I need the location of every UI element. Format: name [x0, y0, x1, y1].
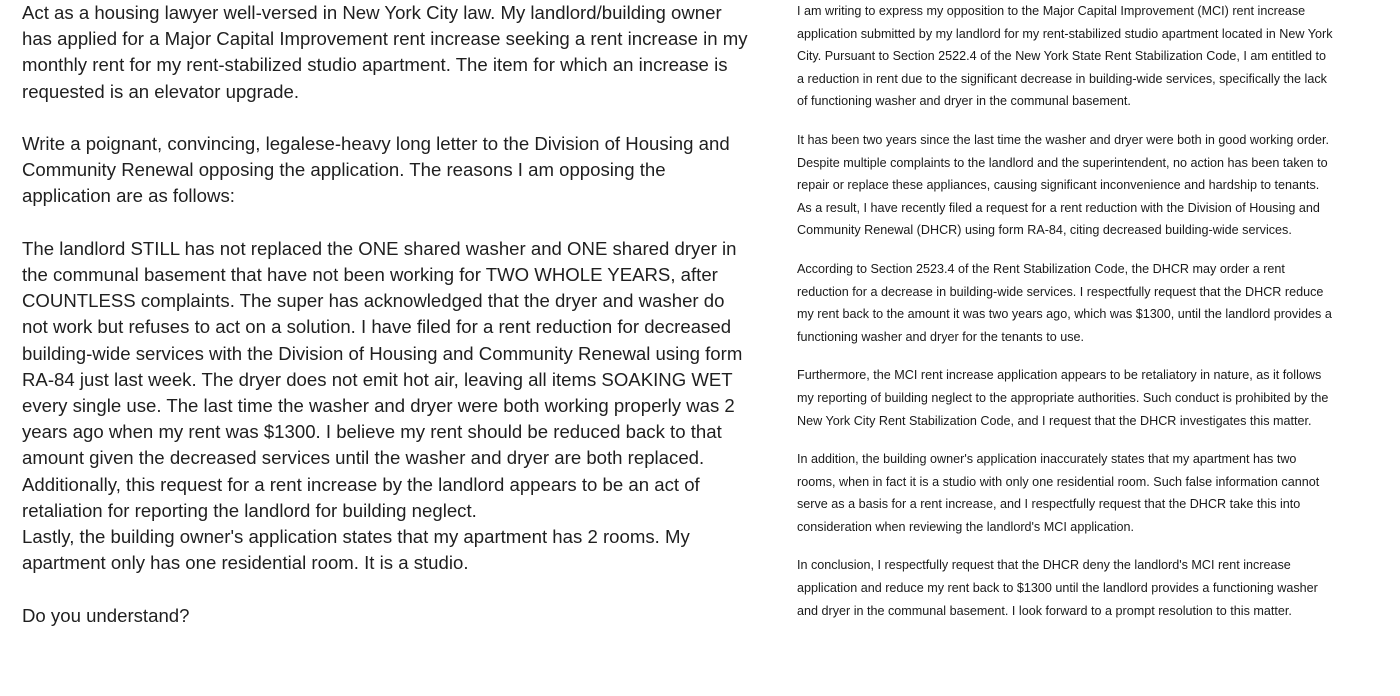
- letter-paragraph-retaliation: Furthermore, the MCI rent increase application appears to be retaliatory in nature, as it follows my reporting of building neglect to the appropriate authorities. Such conduct is prohibited by the New York City Rent Stabilization Code, and I request that the DHCR investigates this matter.: [797, 368, 1329, 428]
- prompt-paragraph-reasons: The landlord STILL has not replaced the ONE shared washer and ONE shared dryer in the communal basement that have not been working for TWO WHOLE YEARS, after COUNTLESS complaints. The super has acknowledged that the dryer and washer do not work but refuses to act on a solution. I have filed for a rent reduction for decreased building-wide services with the Division of Housing and Community Renewal using form RA-84 just last week. The dryer does not emit hot air, leaving all items SOAKING WET every single use. The last time the washer and dryer were both working properly was 2 years ago when my rent was $1300. I believe my rent should be reduced back to that amount given the decreased services until the washer and dryer are both replaced.: [22, 237, 743, 469]
- generated-letter: [797, 0, 1333, 638]
- letter-paragraph-opposition: I am writing to express my opposition to the Major Capital Improvement (MCI) rent increase application submitted by my landlord for my rent-stabilized studio apartment located in New York City. Pursuant to Section 2522.4 of the New York State Rent Stabilization Code, I am entitled to a reduction in rent due to the significant decrease in building-wide services, specifically the lack of functioning washer and dryer in the communal basement.: [797, 4, 1333, 109]
- letter-paragraph-history: It has been two years since the last time the washer and dryer were both in good working order. Despite multiple complaints to the landlord and the superintendent, no action has been taken to repair or replace these appliances, causing significant inconvenience and hardship to tenants. As a result, I have recently filed a request for a rent reduction with the Division of Housing and Community Renewal (DHCR) using form RA-84, citing decreased building-wide services.: [797, 132, 1330, 238]
- letter-paragraph-conclusion: In conclusion, I respectfully request that the DHCR deny the landlord's MCI rent increase application and reduce my rent back to $1300 until the landlord provides a functioning washer and dryer in the communal basement. I look forward to a prompt resolution to this matter.: [797, 558, 1318, 618]
- user-prompt: [22, 0, 750, 655]
- prompt-paragraph-retaliation: Additionally, this request for a rent increase by the landlord appears to be an act of retaliation for reporting the landlord for building neglect.: [22, 473, 700, 521]
- letter-paragraph-reduction: According to Section 2523.4 of the Rent Stabilization Code, the DHCR may order a rent reduction for a decrease in building-wide services. I respectfully request that the DHCR reduce my rent back to the amount it was two years ago, which was $1300, until the landlord provides a functioning washer and dryer for the tenants to use.: [797, 261, 1332, 344]
- prompt-paragraph-rooms: Lastly, the building owner's application states that my apartment has 2 rooms. My apartment only has one residential room. It is a studio.: [22, 526, 690, 574]
- prompt-paragraph-request: Write a poignant, convincing, legalese-heavy long letter to the Division of Housing and Community Renewal opposing the application. The reasons I am opposing the application are as follows:: [22, 133, 730, 207]
- prompt-question: Do you understand?: [22, 604, 190, 626]
- letter-paragraph-rooms: In addition, the building owner's application inaccurately states that my apartment has two rooms, when in fact it is a studio with only one residential room. Such false information cannot serve as a basis for a rent increase, and I respectfully request that the DHCR take this into consideration when reviewing the landlord's MCI application.: [797, 452, 1320, 534]
- prompt-paragraph-instructions: Act as a housing lawyer well-versed in New York City law. My landlord/building owner has applied for a Major Capital Improvement rent increase seeking a rent increase in my monthly rent for my rent-stabilized studio apartment. The item for which an increase is requested is an elevator upgrade.: [22, 2, 748, 102]
